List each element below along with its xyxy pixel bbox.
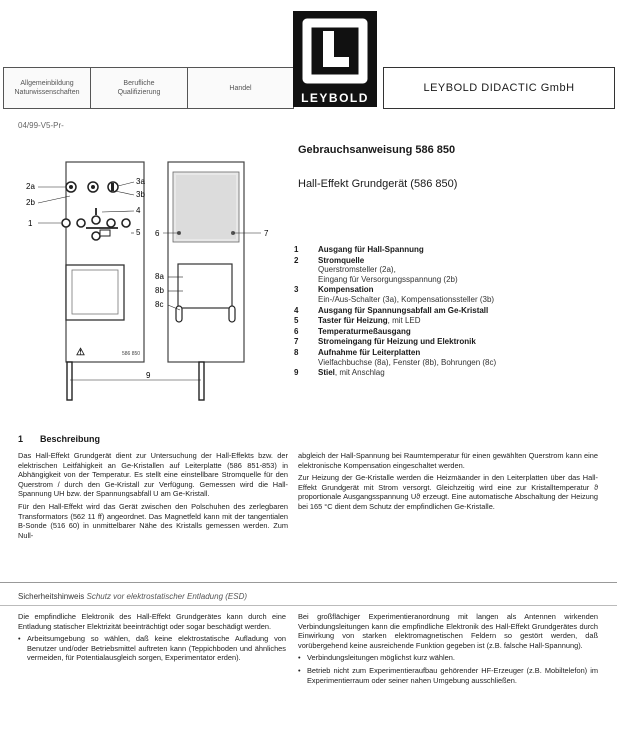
document-number: 04/99-V5-Pr- <box>18 121 64 130</box>
label-5: 5 <box>136 228 141 237</box>
company-name <box>383 67 615 109</box>
label-8a: 8a <box>155 272 164 281</box>
socket-4b <box>92 232 100 240</box>
socket-5b <box>122 219 130 227</box>
safety-subject: Schutz vor elektrostatischer Entladung (ESD) <box>86 592 248 601</box>
company-name-text: LEYBOLD DIDACTIC GmbH <box>423 82 575 94</box>
list-item: 8 Aufnahme für Leiterplatten Vielfachbuchse (8a), Fenster (8b), Bohrungen (8c) <box>294 347 497 367</box>
back-rod <box>199 362 204 400</box>
header-box-label: Allgemeinbildung Naturwissenschaften <box>14 80 80 96</box>
socket-5a <box>107 219 115 227</box>
label-3b: 3b <box>136 190 145 199</box>
bullet-item: • Verbindungsleitungen möglichst kurz wählen. <box>298 653 455 663</box>
bullet-item: • Arbeitsumgebung so wählen, daß keine elektrostatische Aufladung von Benutzer und/oder Betriebsmittel auftreten kann (Teppichboden und ähnliches vermeiden, für Potentialausgleich sorgen, Experimentator erden). <box>18 634 286 663</box>
socket-4a <box>92 216 100 224</box>
header-box-vocational <box>90 67 188 109</box>
label-7: 7 <box>264 229 269 238</box>
front-panel <box>66 162 144 362</box>
socket-1b <box>77 219 85 227</box>
device-figure <box>18 160 280 460</box>
section-right-column <box>298 451 598 515</box>
heating-button <box>100 230 110 236</box>
back-window <box>178 264 232 308</box>
label-8b: 8b <box>155 286 164 295</box>
back-slot-right <box>229 306 235 322</box>
label-4: 4 <box>136 206 141 215</box>
safety-left-column <box>18 612 286 663</box>
list-item: 6 Temperaturmeßausgang <box>294 326 411 336</box>
front-plate-number: 586 850 <box>122 351 141 357</box>
leybold-logo-mark <box>293 11 377 91</box>
header-box-general-education <box>3 67 91 109</box>
list-item: 5 Taster für Heizung, mit LED <box>294 316 421 326</box>
paragraph: abgleich der Hall-Spannung bei Raumtemperatur für einen gewählten Querstrom kann eine elektronische Kompensation eingeschaltet werden. <box>298 451 598 470</box>
list-item: 2 Stromquelle Querstromsteller (2a), Eingang für Versorgungsspannung (2b) <box>294 255 458 284</box>
safety-right-column <box>298 612 598 685</box>
device-name: Hall-Effekt Grundgerät (586 850) <box>298 178 458 190</box>
section-number: 1 <box>18 434 24 444</box>
list-item: 4 Ausgang für Spannungsabfall am Ge-Kristall <box>294 305 489 315</box>
label-6: 6 <box>155 229 160 238</box>
header-box-label: Handel <box>229 84 252 92</box>
bullet-item: • Betrieb nicht zum Experimentieraufbau gehörender HF-Erzeuger (z.B. Mobiltelefon) im Experimentierraum oder seiner nahen Umgebung ausschließen. <box>298 665 598 685</box>
section-heading <box>18 434 100 444</box>
logo-wordmark: LEYBOLD <box>301 91 369 105</box>
label-1: 1 <box>28 219 33 228</box>
list-item: 3 Kompensation Ein-/Aus-Schalter (3a), Kompensationssteller (3b) <box>294 285 495 304</box>
list-item: 7 Stromeingang für Heizung und Elektronik <box>294 337 476 347</box>
safety-heading <box>18 592 247 601</box>
paragraph: Für den Hall-Effekt wird das Gerät zwischen den Polschuhen des zerlegbaren Transformators (562 11 ff) angeordnet. Das Magnetfeld kann mit der tangentialen B-Sonde (516 60) in unmittelbarer Nähe des Kristalls gemessen werden. Zum Null- <box>18 501 288 540</box>
esd-icon: ⚠ <box>76 347 85 358</box>
label-2a: 2a <box>26 182 35 191</box>
section-left-column <box>18 451 288 543</box>
safety-label: Sicherheitshinweis <box>18 592 85 601</box>
label-9: 9 <box>146 371 151 380</box>
divider <box>0 582 617 583</box>
header-box-label: Berufliche Qualifizierung <box>117 80 161 96</box>
paragraph: Die empfindliche Elektronik des Hall-Effekt Grundgerätes kann durch eine Entladung statischer Elektrizität beeinträchtigt oder sogar beschädigt werden. <box>18 612 286 631</box>
paragraph: Zur Heizung der Ge-Kristalle werden die Heizmäander in den Leiterplatten über das Hall-Effekt Grundgerät mit Strom versorgt. Gleichzeitig wird eine zur Kristalltemperatur ϑ proportionale Ausgangsspannung Uϑ erzeugt. Eine automatische Abschaltung der Heizung bei 165 °C dient dem Schutz der empfindlichen Ge-Kristalle. <box>298 473 598 511</box>
list-item: 9 Stiel, mit Anschlag <box>294 368 385 378</box>
front-rod <box>67 362 72 400</box>
paragraph: Bei großflächiger Experimentieranordnung mit langen als Antennen wirkenden Verbindungsleitungen kann die empfindliche Elektronik des Hall-Effekt Grundgerätes durch Einwirkung von starken elektromagnetischen Feldern so gestört werden, daß vorübergehend keine ausreichende Funktion gegeben ist (z.B. falsche Hall-Spannung). <box>298 612 598 650</box>
section-title: Beschreibung <box>40 434 101 444</box>
label-8c: 8c <box>155 300 164 309</box>
list-item: 1 Ausgang für Hall-Spannung <box>294 245 424 254</box>
divider <box>0 605 617 606</box>
leybold-logo <box>293 11 377 107</box>
label-2b: 2b <box>26 198 35 207</box>
parts-list <box>294 245 594 379</box>
socket-1a <box>62 219 70 227</box>
document-title: Gebrauchsanweisung 586 850 <box>298 144 456 156</box>
front-window <box>66 265 124 320</box>
label-3a: 3a <box>136 177 145 186</box>
paragraph: Das Hall-Effekt Grundgerät dient zur Untersuchung der Hall-Effekts bzw. der elektrischen Leitfähigkeit an Ge-Kristallen auf Leiterplatte (586 851-853) in Abhängigkeit von der Temperatur. Es stellt eine einstellbare Stromquelle für den Querstrom / durch den Ge-Kristall zur Verfügung. Gemessen wird die Hall-Spannung UH bzw. der Spannungsabfall U am Ge-Kristall. <box>18 451 288 499</box>
header-box-trade <box>187 67 294 109</box>
